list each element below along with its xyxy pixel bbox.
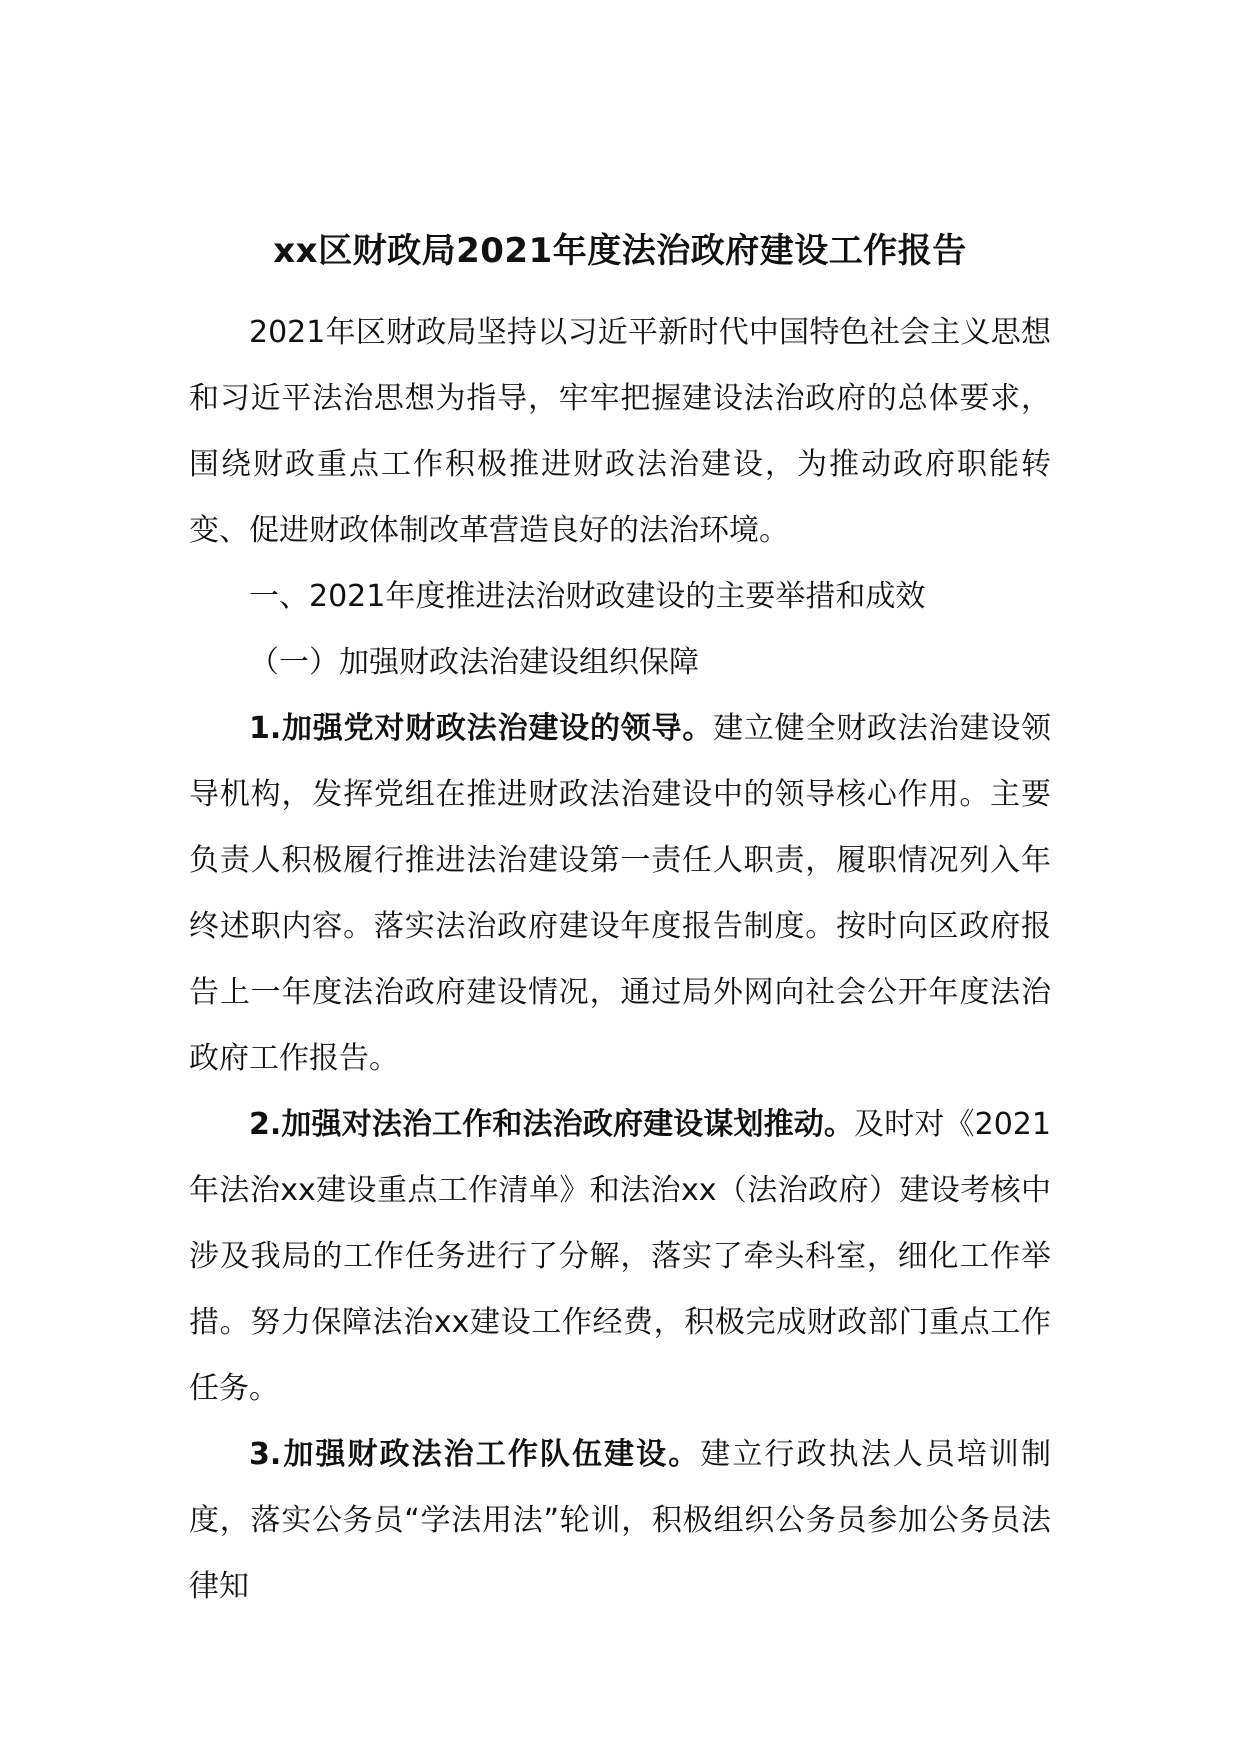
item-lead-2: 2.加强对法治工作和法治政府建设谋划推动。 [249, 1107, 855, 1142]
item-lead-1: 1.加强党对财政法治建设的领导。 [249, 711, 714, 746]
item-text-3: 建立行政执法人员培训制度，落实公务员“学法用法”轮训，积极组织公务员参加公务员法律知 [189, 1437, 1051, 1604]
document-title: xx区财政局2021年度法治政府建设工作报告 [273, 230, 967, 271]
item-text-1: 建立健全财政法治建设领导机构，发挥党组在推进财政法治建设中的领导核心作用。主要负责人积极履行推进法治建设第一责任人职责，履职情况列入年终述职内容。落实法治政府建设年度报告制度。按时向区政府报告上一年度法治政府建设情况，通过局外网向社会公开年度法治政府工作报告。 [189, 711, 1051, 1076]
item-lead-3: 3.加强财政法治工作队伍建设。 [249, 1437, 701, 1472]
item-paragraph-2 [189, 1092, 1051, 1422]
item-paragraph-3 [189, 1422, 1051, 1620]
section-heading: 一、2021年度推进法治财政建设的主要举措和成效 [249, 579, 926, 614]
document-body [189, 300, 1051, 1620]
subsection-heading: （一）加强财政法治建设组织保障 [249, 645, 699, 680]
item-text-2: 及时对《2021年法治xx建设重点工作清单》和法治xx（法治政府）建设考核中涉及我局的工作任务进行了分解，落实了牵头科室，细化工作举措。努力保障法治xx建设工作经费，积极完成财政部门重点工作任务。 [189, 1107, 1051, 1406]
intro-paragraph: 2021年区财政局坚持以习近平新时代中国特色社会主义思想和习近平法治思想为指导，牢牢把握建设法治政府的总体要求，围绕财政重点工作积极推进财政法治建设，为推动政府职能转变、促进财政体制改革营造良好的法治环境。 [189, 315, 1051, 548]
item-paragraph-1 [189, 696, 1051, 1092]
